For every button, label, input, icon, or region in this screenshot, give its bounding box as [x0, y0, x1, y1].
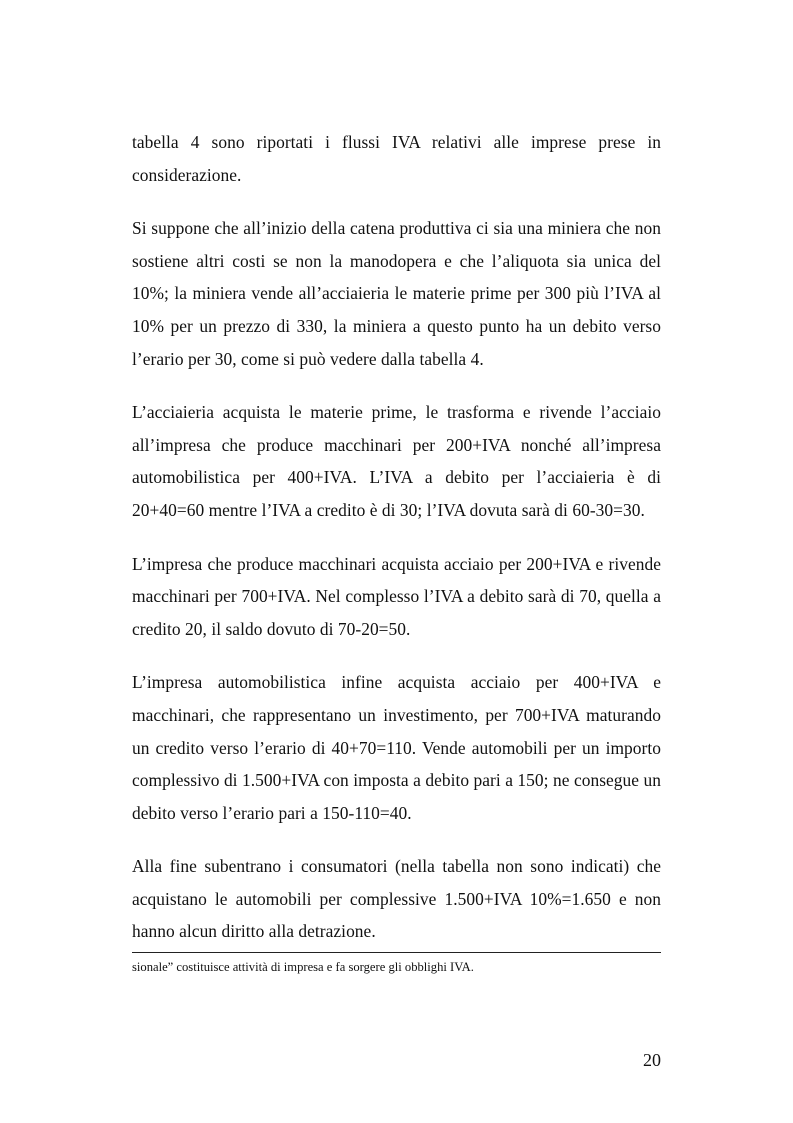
footnote-text: sionale” costituisce attività di impresa e fa sorgere gli obblighi IVA.: [132, 960, 474, 974]
paragraph-6: Alla fine subentrano i consumatori (nella tabella non sono indicati) che acquistano le automobili per complessive 1.500+IVA 10%=1.650 e non hanno alcun diritto alla detrazione.: [132, 856, 661, 942]
page-number: 20: [643, 1050, 661, 1070]
paragraph-3: L’acciaieria acquista le materie prime, le trasforma e rivende l’acciaio all’impresa che produce macchinari per 200+IVA nonché all’impresa automobilistica per 400+IVA. L’IVA a debito per l’acciaieria è di 20+40=60 mentre l’IVA a credito è di 30; l’IVA dovuta sarà di 60-30=30.: [132, 402, 661, 520]
paragraph-1: tabella 4 sono riportati i flussi IVA relativi alle imprese prese in considerazione.: [132, 132, 661, 185]
footnote-divider: [132, 952, 661, 953]
paragraph-2: Si suppone che all’inizio della catena produttiva ci sia una miniera che non sostiene altri costi se non la manodopera e che l’aliquota sia unica del 10%; la miniera vende all’acciaieria le materie prime per 300 più l’IVA al 10% per un prezzo di 330, la miniera a questo punto ha un debito verso l’erario per 30, come si può vedere dalla tabella 4.: [132, 218, 661, 369]
page-body: [132, 126, 661, 969]
paragraph-4: L’impresa che produce macchinari acquista acciaio per 200+IVA e rivende macchinari per 700+IVA. Nel complesso l’IVA a debito sarà di 70, quella a credito 20, il saldo dovuto di 70-20=50.: [132, 553, 661, 639]
paragraph-5: L’impresa automobilistica infine acquista acciaio per 400+IVA e macchinari, che rappresentano un investimento, per 700+IVA maturando un credito verso l’erario di 40+70=110. Vende automobili per un importo complessivo di 1.500+IVA con imposta a debito pari a 150; ne consegue un debito verso l’erario pari a 150-110=40.: [132, 672, 661, 823]
